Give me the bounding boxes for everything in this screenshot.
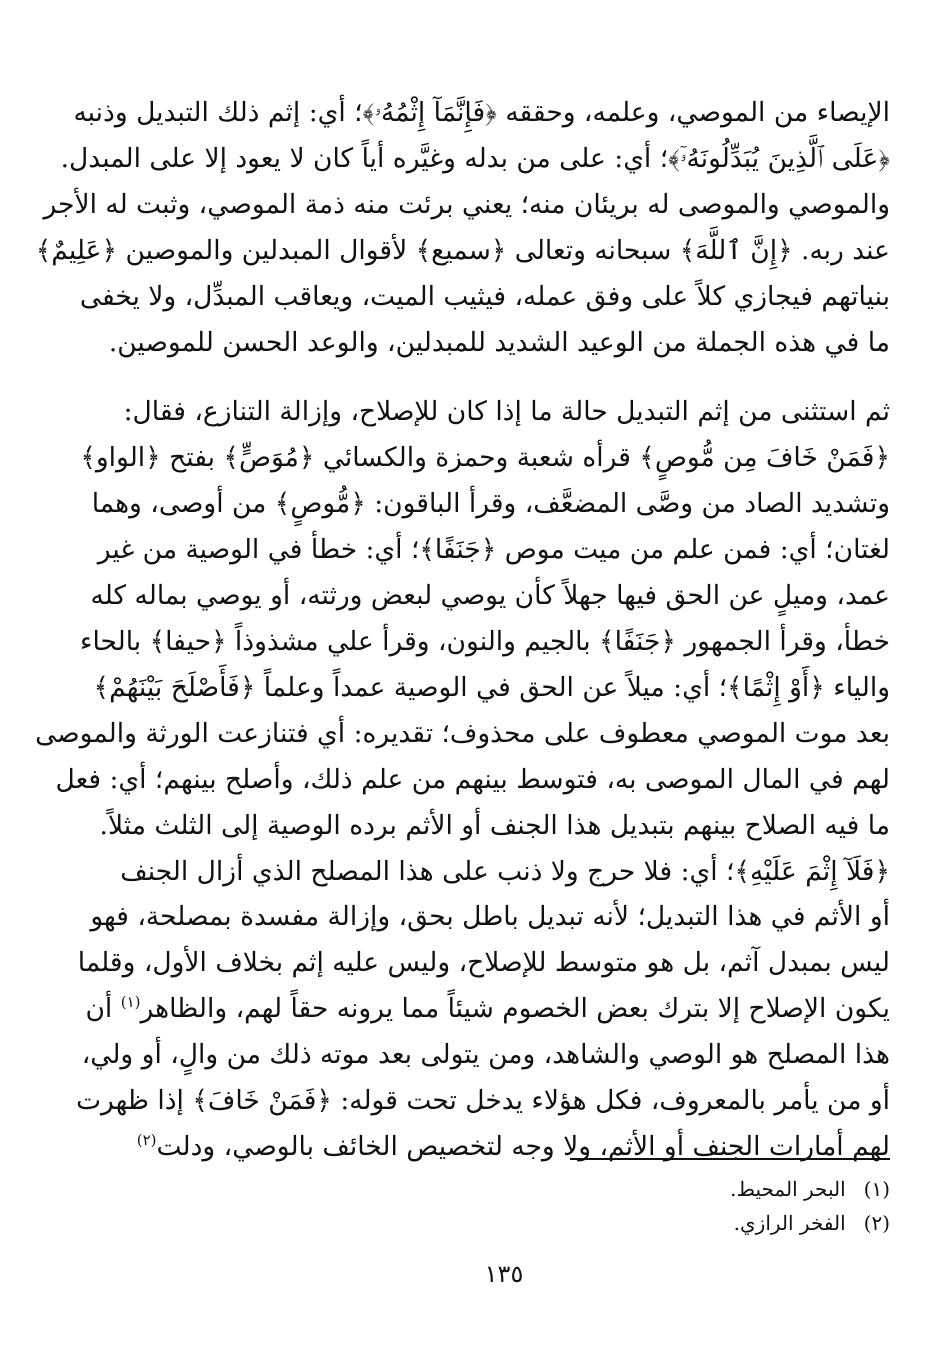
text-line: خطأ، وقرأ الجمهور ﴿جَنَفًا﴾ بالجيم والنون، وقرأ علي مشذوذاً ﴿حيفا﴾ بالحاء [79, 625, 890, 657]
text-line: والموصي والموصى له بريئان منه؛ يعني برئت منه ذمة الموصي، وثبت له الأجر [43, 188, 890, 220]
text-segment: يكون الإصلاح إلا بترك بعض الخصوم شيئاً مما يرونه حقاً لهم، والظاهر [140, 993, 890, 1025]
text-line: ﴿عَلَى ٱلَّذِينَ يُبَدِّلُونَهُۥٓ﴾؛ أي: على من بدله وغيَّره أياً كان لا يعود إلا على المبدل. [60, 142, 890, 174]
footnote-divider [570, 1158, 890, 1160]
footnote-item [730, 1206, 890, 1240]
text-line [118, 1124, 890, 1170]
book-page [35, 90, 890, 1330]
footnote-text: البحر المحيط. [730, 1177, 846, 1201]
paragraph-1 [35, 90, 890, 365]
footnote-ref-2[interactable]: (٢) [136, 1131, 157, 1150]
text-line: الإيصاء من الموصي، وعلمه، وحققه ﴿فَإِنَّمَآ إِثْمُهُۥ﴾؛ أي: إثم ذلك التبديل وذنبه [73, 97, 890, 128]
footnote-number: (١) [863, 1177, 890, 1201]
footnote-item [730, 1172, 890, 1206]
footnote-text: الفخر الرازي. [733, 1211, 846, 1235]
text-line: لغتان؛ أي: فمن علم من ميت موص ﴿جَنَفًا﴾؛ أي: خطأ في الوصية من غير [97, 534, 890, 566]
text-line: بعد موت الموصي معطوف على محذوف؛ تقديره: أي فتنازعت الورثة والموصى [35, 717, 890, 749]
text-line: ما فيه الصلاح بينهم بتبديل هذا الجنف أو الأثم برده الوصية إلى الثلث مثلاً. [99, 809, 890, 841]
text-line: وتشديد الصاد من وصَّى المضعَّف، وقرأ الباقون: ﴿مُّوصٍ﴾ من أوصى، وهما [91, 488, 890, 520]
text-line: ما في هذه الجملة من الوعيد الشديد للمبدلين، والوعد الحسن للموصين. [108, 326, 890, 358]
footnotes [730, 1172, 890, 1240]
text-line: ثم استثنى من إثم التبديل حالة ما إذا كان للإصلاح، وإزالة التنازع، فقال: [123, 396, 890, 428]
text-line: ﴿فَمَنْ خَافَ مِن مُّوصٍ﴾ قرأه شعبة وحمزة والكسائي ﴿مُوَصٍّ﴾ بفتح ﴿الواو﴾ [80, 442, 890, 474]
text-line: أو من يأمر بالمعروف، فكل هؤلاء يدخل تحت قوله: ﴿فَمَنْ خَافَ﴾ إذا ظهرت [76, 1085, 890, 1117]
text-line: أو الأثم في هذا التبديل؛ لأنه تبديل باطل بحق، وإزالة مفسدة بمصلحة، فهو [90, 901, 890, 933]
footnote-number: (٢) [863, 1211, 890, 1235]
text-segment: لهم أمارات الجنف أو الأثم، ولا وجه لتخصيص الخائف بالوصي، ودلت [156, 1130, 890, 1162]
paragraph-2 [35, 389, 890, 1169]
page-number: ١٣٥ [484, 1260, 524, 1288]
text-line: عمد، وميلٍ عن الحق فيها جهلاً كأن يوصي لبعض ورثته، أو يوصي بماله كله [90, 580, 890, 612]
text-line: لهم في المال الموصى به، فتوسط بينهم من علم ذلك، وأصلح بينهم؛ أي: فعل [55, 763, 890, 795]
text-line [85, 986, 890, 1032]
text-line: هذا المصلح هو الوصي والشاهد، ومن يتولى بعد موته ذلك من والٍ، أو ولي، [81, 1039, 890, 1071]
text-line: والياء ﴿أَوْ إِثْمًا﴾؛ أي: ميلاً عن الحق في الوصية عمداً وعلماً ﴿فَأَصْلَحَ بَيْنَهُمْ﴾ [93, 671, 890, 703]
footnote-ref-1[interactable]: (١) [120, 993, 141, 1012]
text-segment: أن [85, 993, 121, 1025]
text-line: بنياتهم فيجازي كلاً على وفق عمله، فيثيب الميت، ويعاقب المبدِّل، ولا يخفى [79, 280, 890, 312]
text-line: ﴿فَلَآ إِثْمَ عَلَيْهِ﴾؛ أي: فلا حرج ولا ذنب على هذا المصلح الذي أزال الجنف [120, 855, 890, 887]
text-line: عند ربه. ﴿إِنَّ ٱللَّهَ﴾ سبحانه وتعالى ﴿سميع﴾ لأقوال المبدلين والموصين ﴿عَلِيمٌ﴾ [35, 234, 890, 266]
text-line: ليس بمبدل آثم، بل هو متوسط للإصلاح، وليس عليه إثم بخلاف الأول، وقلما [77, 947, 890, 979]
